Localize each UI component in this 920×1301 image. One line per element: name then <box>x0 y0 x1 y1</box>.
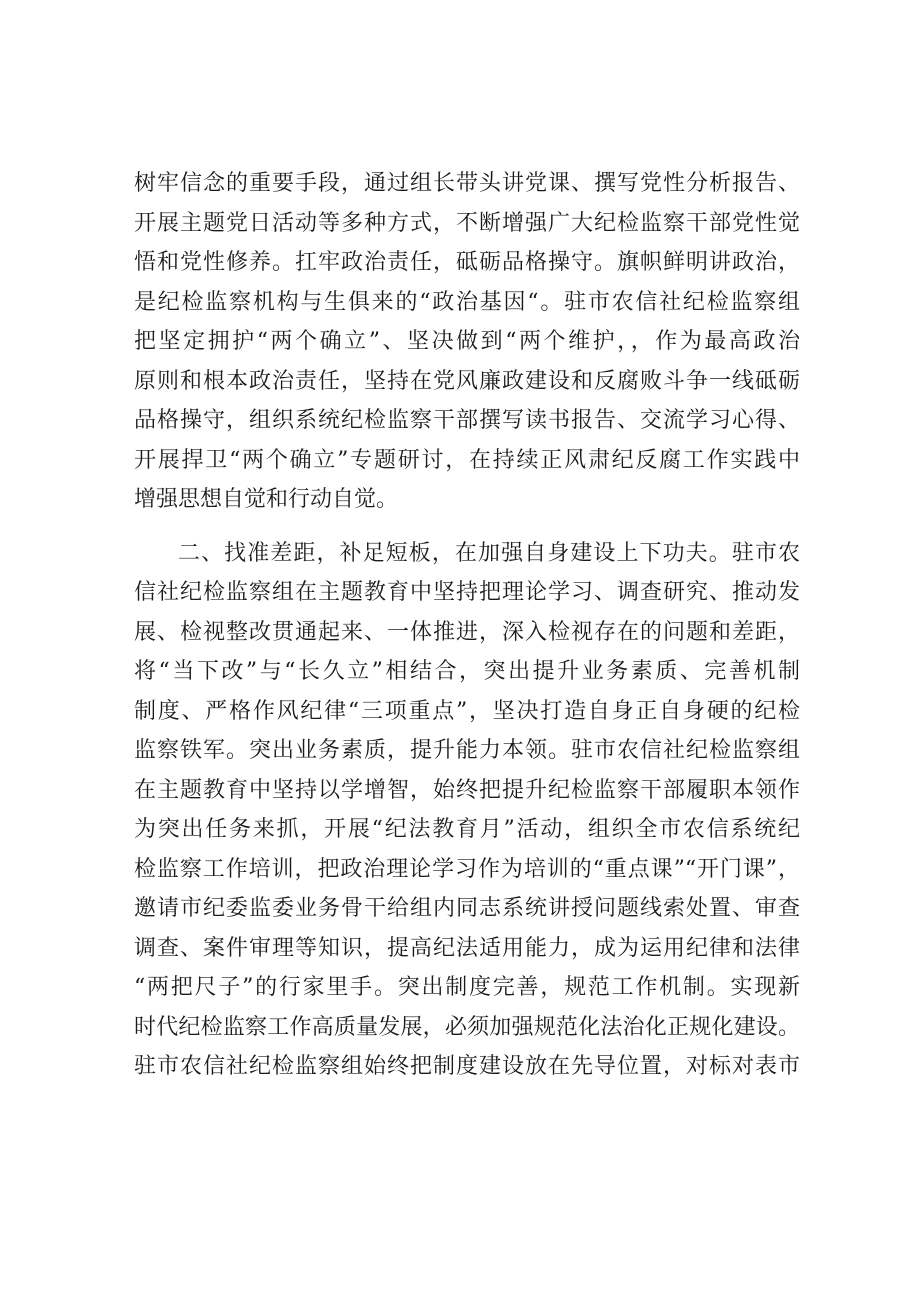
text-line: 展、检视整改贯通起来、一体推进，深入检视存在的问题和差距， <box>134 619 800 645</box>
text-line: 原则和根本政治责任，坚持在党风廉政建设和反腐败斗争一线砥砺 <box>134 368 800 394</box>
text-line: 增强思想自觉和行动自觉。 <box>134 487 399 512</box>
text-line: “两把尺子”的行家里手。突出制度完善，规范工作机制。实现新 <box>134 975 800 1000</box>
text-line: 开展主题党日活动等多种方式，不断增强广大纪检监察干部党性觉 <box>134 210 800 236</box>
paragraph-2 <box>134 534 800 1087</box>
text-line: 调查、案件审理等知识，提高纪法适用能力，成为运用纪律和法律 <box>134 935 800 961</box>
text-line: 检监察工作培训，把政治理论学习作为培训的“重点课”“开门课”， <box>134 856 800 882</box>
text-line: 树牢信念的重要手段，通过组长带头讲党课、撰写党性分析报告、 <box>134 171 800 196</box>
text-line: 二、找准差距，补足短板，在加强自身建设上下功夫。驻市农 <box>178 540 800 566</box>
text-line: 把坚定拥护“两个确立”、坚决做到“两个维护，，作为最高政治 <box>134 329 800 354</box>
text-line: 在主题教育中坚持以学增智，始终把提升纪检监察干部履职本领作 <box>134 777 800 803</box>
document-body <box>134 164 800 1087</box>
text-line: 开展捍卫“两个确立”专题研讨，在持续正风肃纪反腐工作实践中 <box>134 447 800 473</box>
text-line: 邀请市纪委监委业务骨干给组内同志系统讲授问题线索处置、审查 <box>134 896 800 921</box>
text-line: 时代纪检监察工作高质量发展，必须加强规范化法治化正规化建设。 <box>134 1014 800 1040</box>
paragraph-spacer <box>134 520 800 534</box>
paragraph-1 <box>134 164 800 520</box>
text-line: 将“当下改”与“长久立”相结合，突出提升业务素质、完善机制 <box>134 659 800 684</box>
text-line: 品格操守，组织系统纪检监察干部撰写读书报告、交流学习心得、 <box>134 408 800 433</box>
text-line: 为突出任务来抓，开展“纪法教育月”活动，组织全市农信系统纪 <box>134 817 800 842</box>
text-line: 是纪检监察机构与生俱来的“政治基因“。驻市农信社纪检监察组 <box>134 289 800 315</box>
text-line: 制度、严格作风纪律“三项重点”，坚决打造自身正自身硬的纪检 <box>134 698 800 724</box>
text-line: 监察铁军。突出业务素质，提升能力本领。驻市农信社纪检监察组 <box>134 738 800 763</box>
text-line: 信社纪检监察组在主题教育中坚持把理论学习、调查研究、推动发 <box>134 580 800 605</box>
text-line: 悟和党性修养。扛牢政治责任，砥砺品格操守。旗帜鲜明讲政治， <box>134 250 800 275</box>
text-line: 驻市农信社纪检监察组始终把制度建设放在先导位置，对标对表市 <box>134 1054 800 1079</box>
